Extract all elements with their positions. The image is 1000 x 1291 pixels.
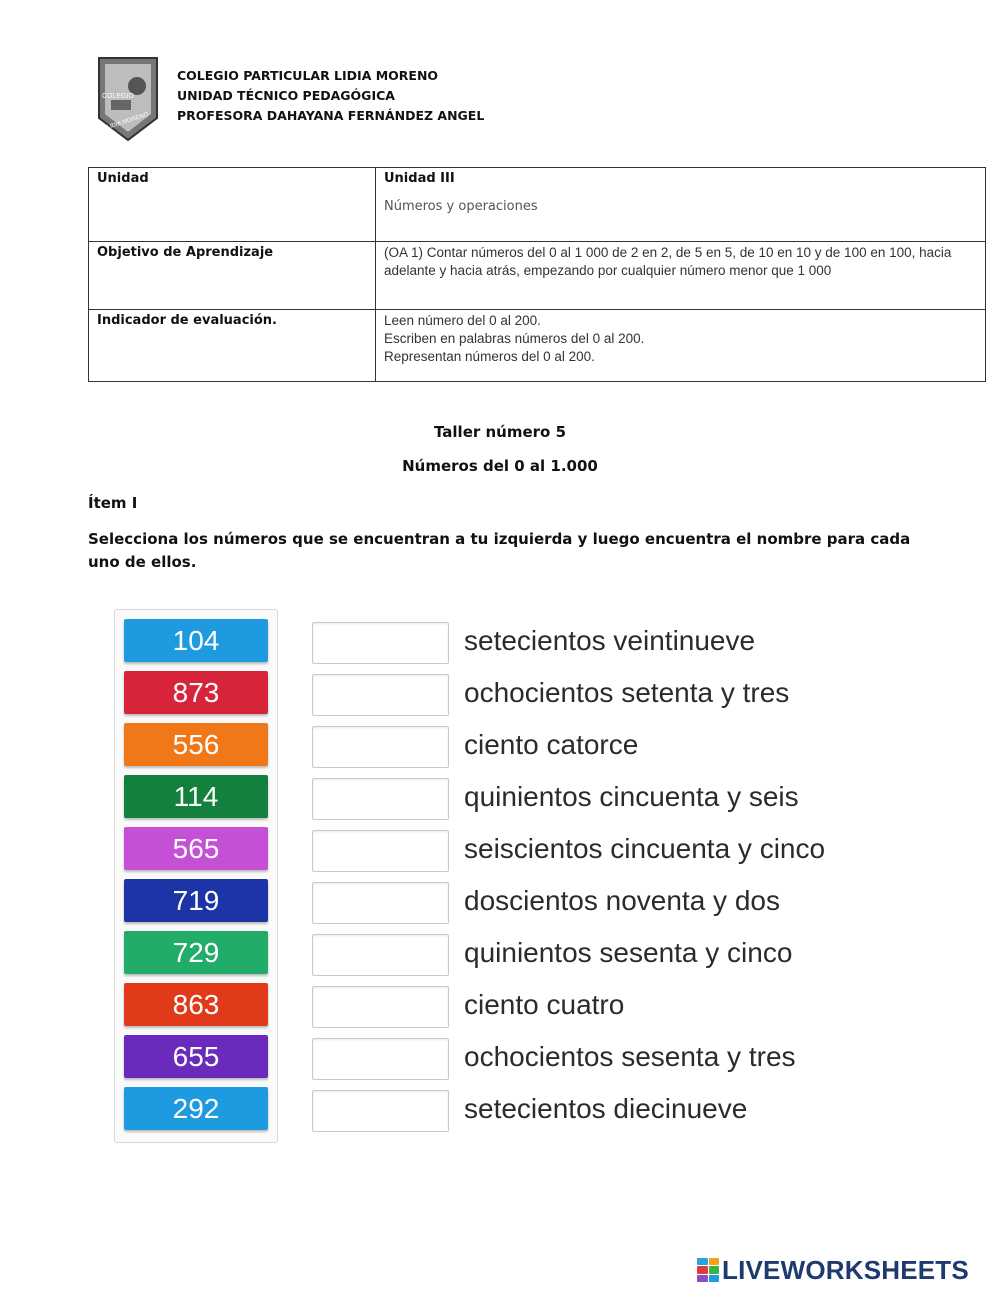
indicador-cell bbox=[376, 310, 986, 382]
number-word-label: quinientos sesenta y cinco bbox=[464, 937, 793, 968]
indicador-line: Escriben en palabras números del 0 al 200. bbox=[384, 331, 645, 346]
number-tile[interactable]: 292 bbox=[124, 1087, 268, 1130]
school-crest-logo bbox=[97, 56, 159, 142]
number-tile[interactable]: 863 bbox=[124, 983, 268, 1026]
indicador-line: Representan números del 0 al 200. bbox=[384, 349, 595, 364]
info-table bbox=[88, 167, 986, 382]
number-tile[interactable]: 729 bbox=[124, 931, 268, 974]
worksheet-title: Taller número 5 bbox=[433, 423, 567, 441]
unidad-value: Unidad III bbox=[384, 171, 455, 186]
indicador-label: Indicador de evaluación. bbox=[89, 310, 376, 382]
objetivo-label: Objetivo de Aprendizaje bbox=[89, 242, 376, 310]
number-word-label: quinientos cincuenta y seis bbox=[464, 781, 799, 812]
number-tile[interactable]: 655 bbox=[124, 1035, 268, 1078]
answer-drop-slot[interactable] bbox=[312, 830, 449, 872]
number-tile[interactable]: 104 bbox=[124, 619, 268, 662]
answer-drop-slot[interactable] bbox=[312, 726, 449, 768]
teacher-name: PROFESORA DAHAYANA FERNÁNDEZ ANGEL bbox=[177, 108, 485, 123]
unidad-sub: Números y operaciones bbox=[384, 199, 538, 214]
answer-drop-slot[interactable] bbox=[312, 622, 449, 664]
answer-drop-slot[interactable] bbox=[312, 778, 449, 820]
table-row-objetivo bbox=[89, 242, 986, 310]
number-word-label: doscientos noventa y dos bbox=[464, 885, 780, 916]
school-name: COLEGIO PARTICULAR LIDIA MORENO bbox=[177, 68, 439, 83]
number-tile[interactable]: 114 bbox=[124, 775, 268, 818]
logo-text-bottom: LIDIA MORENO bbox=[106, 111, 150, 131]
school-unit: UNIDAD TÉCNICO PEDAGÓGICA bbox=[177, 88, 395, 103]
answer-drop-slot[interactable] bbox=[312, 674, 449, 716]
liveworksheets-brand bbox=[697, 1256, 969, 1284]
answer-drop-slot[interactable] bbox=[312, 934, 449, 976]
brand-text: LIVEWORKSHEETS bbox=[722, 1254, 969, 1285]
number-word-label: seiscientos cincuenta y cinco bbox=[464, 833, 826, 864]
instructions: Selecciona los números que se encuentran a tu izquierda y luego encuentra el nombre para cada uno de ellos. bbox=[88, 530, 911, 571]
number-word-label: ochocientos sesenta y tres bbox=[464, 1041, 796, 1072]
number-tile[interactable]: 556 bbox=[124, 723, 268, 766]
number-word-label: setecientos diecinueve bbox=[464, 1093, 748, 1124]
table-row-indicador bbox=[89, 310, 986, 382]
logo-text-top: COLEGIO bbox=[102, 93, 134, 100]
unidad-cell bbox=[376, 168, 986, 242]
number-word-label: ciento cuatro bbox=[464, 989, 625, 1020]
answer-drop-slot[interactable] bbox=[312, 986, 449, 1028]
liveworksheets-icon bbox=[697, 1258, 719, 1282]
number-tile[interactable]: 565 bbox=[124, 827, 268, 870]
number-word-label: setecientos veintinueve bbox=[464, 625, 756, 656]
answer-drop-slot[interactable] bbox=[312, 1038, 449, 1080]
answer-drop-slot[interactable] bbox=[312, 882, 449, 924]
number-tile[interactable]: 873 bbox=[124, 671, 268, 714]
school-header bbox=[177, 66, 484, 126]
item-label: Ítem I bbox=[88, 494, 138, 512]
indicador-line: Leen número del 0 al 200. bbox=[384, 313, 541, 328]
number-word-label: ochocientos setenta y tres bbox=[464, 677, 790, 708]
unidad-label: Unidad bbox=[89, 168, 376, 242]
answer-drop-slot[interactable] bbox=[312, 1090, 449, 1132]
number-word-label: ciento catorce bbox=[464, 729, 639, 760]
objetivo-value: (OA 1) Contar números del 0 al 1 000 de 2 en 2, de 5 en 5, de 10 en 10 y de 100 en 100, hacia adelante y hacia atrás, empezando por cualquier número menor que 1 000 bbox=[376, 242, 986, 310]
table-row-unidad bbox=[89, 168, 986, 242]
worksheet-subtitle: Números del 0 al 1.000 bbox=[402, 457, 598, 475]
number-tile[interactable]: 719 bbox=[124, 879, 268, 922]
